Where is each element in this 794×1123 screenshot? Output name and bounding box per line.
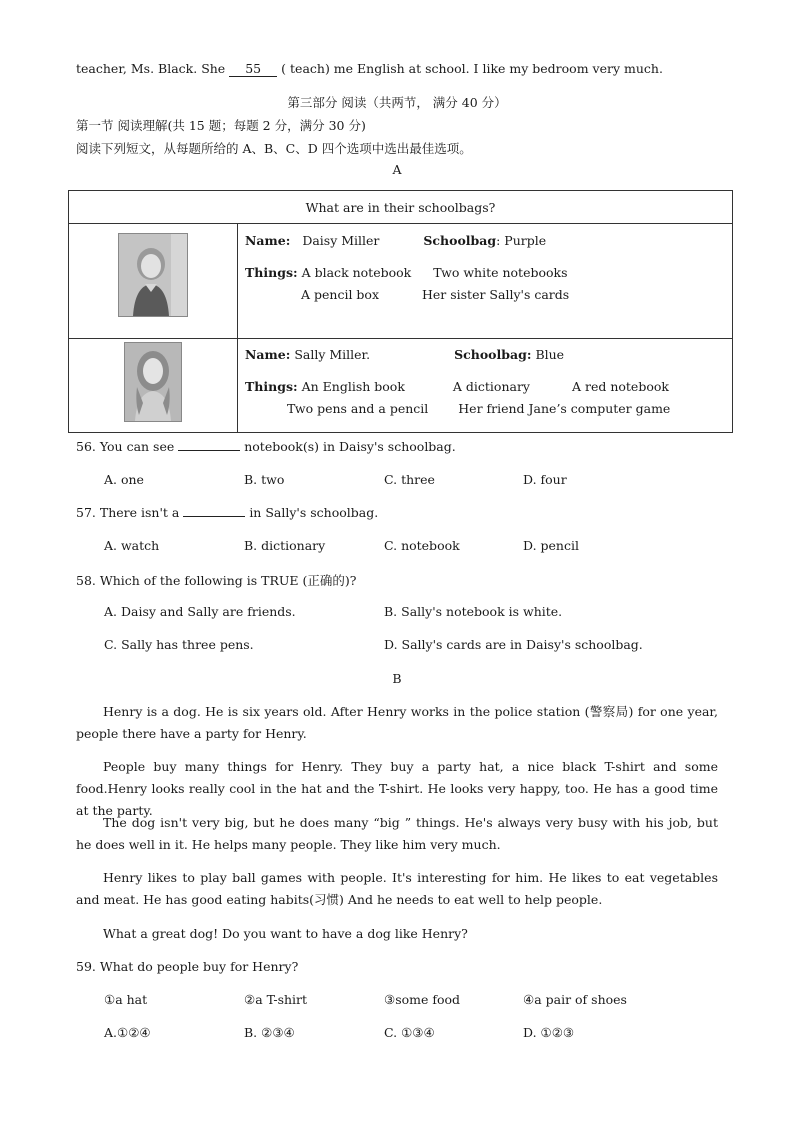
passage-paragraph	[76, 812, 718, 856]
sally-things-line-2	[245, 398, 732, 420]
line-prefix: teacher, Ms. Black. She	[76, 61, 226, 76]
option-c[interactable]: C. notebook	[384, 538, 460, 553]
things-label: Things:	[245, 265, 298, 280]
passage-paragraph	[76, 701, 718, 745]
blank-55[interactable]: 55	[229, 61, 277, 77]
option-d[interactable]: D. Sally's cards are in Daisy's schoolbag.	[384, 637, 643, 652]
passage-b-label: B	[392, 671, 402, 686]
daisy-things-line-2	[245, 284, 732, 306]
question-58: 58. Which of the following is TRUE (正确的)?	[76, 573, 357, 588]
thing-item: Two pens and a pencil	[287, 401, 429, 416]
option-c[interactable]: C. ①③④	[384, 1025, 435, 1040]
name-label: Name:	[245, 347, 291, 362]
choice-item: ③some food	[384, 992, 461, 1007]
option-d[interactable]: D. pencil	[523, 538, 579, 553]
paragraph-text: Henry likes to play ball games with people. It's interesting for him. He likes to eat vegetables and meat. He has good eating habits(习惯) And he needs to eat well to help people.	[76, 870, 718, 907]
choice-item: ①a hat	[104, 992, 148, 1007]
option-a[interactable]: A. one	[104, 472, 144, 487]
paragraph-text: People buy many things for Henry. They buy a party hat, a nice black T-shirt and some food.Henry looks really cool in the hat and the T-shirt. He looks very happy, too. He has a good time at the party.	[76, 759, 718, 818]
table-row	[69, 224, 733, 339]
thing-item: Her sister Sally's cards	[421, 287, 570, 302]
thing-item: Her friend Jane’s computer game	[458, 401, 671, 416]
table-header: What are in their schoolbags?	[69, 191, 733, 224]
table-row	[69, 339, 733, 433]
passage-paragraph	[76, 923, 718, 945]
question-56	[76, 439, 456, 454]
schoolbag-label: Schoolbag:	[454, 347, 532, 362]
daisy-info	[238, 224, 733, 339]
question-stem: in Sally's schoolbag.	[249, 505, 379, 520]
paragraph-text: The dog isn't very big, but he does many “big ” things. He's always very busy with his job, but he does well in it. He helps many people. They like him very much.	[76, 815, 718, 852]
choice-item: ④a pair of shoes	[523, 992, 627, 1007]
paragraph-text: What a great dog! Do you want to have a dog like Henry?	[103, 926, 468, 941]
sally-schoolbag: Blue	[535, 347, 565, 362]
section-title: 第三部分 阅读（共两节， 满分 40 分）	[287, 95, 507, 110]
daisy-name-line	[245, 230, 732, 252]
option-b[interactable]: B. Sally's notebook is white.	[384, 604, 563, 619]
option-c[interactable]: C. three	[384, 472, 435, 487]
thing-item: A pencil box	[301, 287, 379, 302]
option-b[interactable]: B. two	[244, 472, 285, 487]
question-59: 59. What do people buy for Henry?	[76, 959, 299, 974]
thing-item: A dictionary	[452, 379, 530, 394]
thing-item: A black notebook	[301, 265, 412, 280]
option-a[interactable]: A. watch	[104, 538, 160, 553]
question-stem: notebook(s) in Daisy's schoolbag.	[244, 439, 456, 454]
thing-item: Two white notebooks	[433, 265, 568, 280]
schoolbag-table	[68, 190, 733, 433]
line-suffix: ( teach) me English at school. I like my bedroom very much.	[281, 61, 663, 76]
passage-paragraph	[76, 867, 718, 911]
paragraph-text: Henry is a dog. He is six years old. After Henry works in the police station (警察局) for one year, people there have a party for Henry.	[76, 704, 718, 741]
option-c[interactable]: C. Sally has three pens.	[104, 637, 254, 652]
thing-item: An English book	[301, 379, 405, 394]
previous-passage-line	[76, 61, 663, 77]
photo-cell	[69, 224, 238, 339]
name-label: Name:	[245, 233, 291, 248]
daisy-things-line-1	[245, 262, 732, 284]
subsection-title: 第一节 阅读理解(共 15 题；每题 2 分，满分 30 分)	[76, 118, 366, 133]
thing-item: A red notebook	[571, 379, 669, 394]
sally-photo	[124, 342, 182, 422]
daisy-schoolbag: : Purple	[496, 233, 547, 248]
question-stem: 57. There isn't a	[76, 505, 180, 520]
daisy-name: Daisy Miller	[302, 233, 380, 248]
passage-a-label: A	[392, 162, 402, 177]
option-b[interactable]: B. dictionary	[244, 538, 326, 553]
question-57	[76, 505, 378, 520]
sally-info	[238, 339, 733, 433]
choice-item: ②a T-shirt	[244, 992, 308, 1007]
schoolbag-label: Schoolbag	[423, 233, 497, 248]
question-stem: 56. You can see	[76, 439, 175, 454]
option-a[interactable]: A.①②④	[104, 1025, 151, 1040]
sally-name: Sally Miller.	[294, 347, 371, 362]
instruction: 阅读下列短文，从每题所给的 A、B、C、D 四个选项中选出最佳选项。	[76, 141, 472, 156]
option-d[interactable]: D. four	[523, 472, 567, 487]
option-d[interactable]: D. ①②③	[523, 1025, 575, 1040]
option-b[interactable]: B. ②③④	[244, 1025, 295, 1040]
answer-blank[interactable]	[183, 516, 245, 517]
sally-things-line-1	[245, 376, 732, 398]
sally-name-line	[245, 344, 732, 366]
things-label: Things:	[245, 379, 298, 394]
daisy-photo	[118, 233, 188, 317]
photo-cell	[69, 339, 238, 433]
answer-blank[interactable]	[178, 450, 240, 451]
option-a[interactable]: A. Daisy and Sally are friends.	[104, 604, 296, 619]
